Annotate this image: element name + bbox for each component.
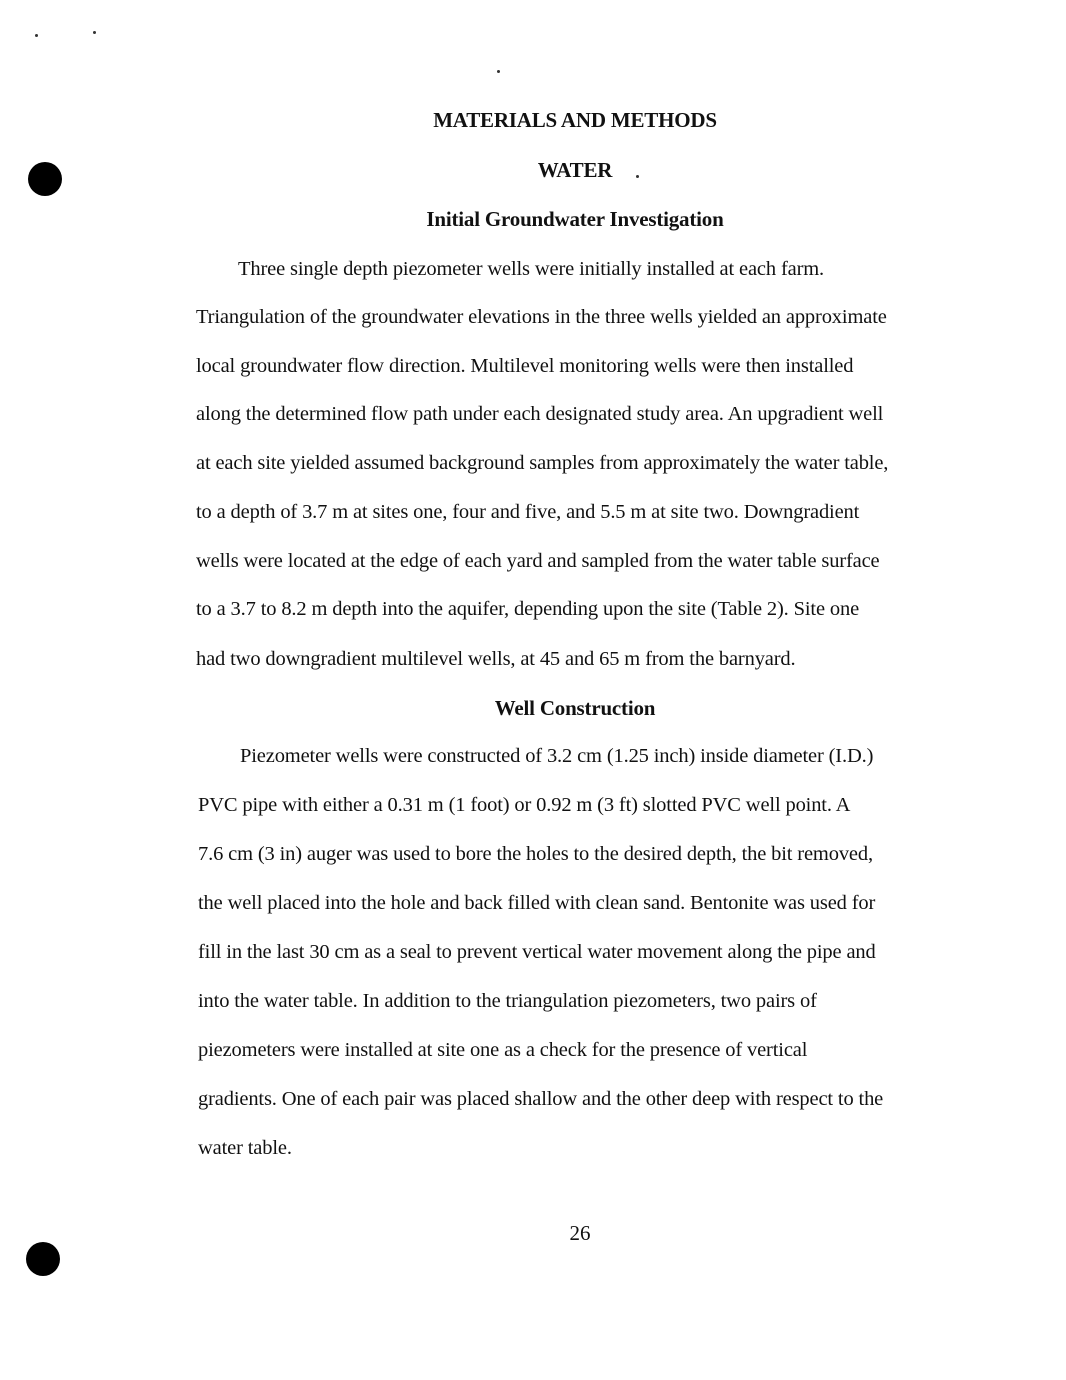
paragraph-line: water table. <box>198 1137 292 1159</box>
paragraph-line: to a 3.7 to 8.2 m depth into the aquifer, depending upon the site (Table 2). Site one <box>196 598 860 620</box>
punch-hole-bottom <box>26 1242 60 1276</box>
paragraph-line: wells were located at the edge of each yard and sampled from the water table surface <box>196 550 880 572</box>
main-heading: MATERIALS AND METHODS <box>433 108 717 132</box>
paragraph-line: at each site yielded assumed background samples from approximately the water table, <box>196 452 889 474</box>
paragraph-line: piezometers were installed at site one as a check for the presence of vertical <box>198 1039 808 1061</box>
scan-speck <box>35 34 38 37</box>
paragraph-line: gradients. One of each pair was placed shallow and the other deep with respect to the <box>198 1088 884 1110</box>
scan-speck <box>93 31 96 34</box>
section-heading: WATER <box>537 158 613 182</box>
paragraph-line: 7.6 cm (3 in) auger was used to bore the holes to the desired depth, the bit removed, <box>198 843 873 865</box>
page-number: 26 <box>569 1221 591 1245</box>
paragraph-line: had two downgradient multilevel wells, at 45 and 65 m from the barnyard. <box>196 648 796 670</box>
subsection-heading-initial-groundwater: Initial Groundwater Investigation <box>426 207 724 231</box>
scan-speck <box>497 70 500 73</box>
paragraph-line: to a depth of 3.7 m at sites one, four and five, and 5.5 m at site two. Downgradient <box>196 501 860 523</box>
paragraph-line: the well placed into the hole and back filled with clean sand. Bentonite was used for <box>198 892 876 914</box>
paragraph-line: into the water table. In addition to the triangulation piezometers, two pairs of <box>198 990 817 1012</box>
paragraph-line: along the determined flow path under each designated study area. An upgradient well <box>196 403 884 425</box>
paragraph-line: fill in the last 30 cm as a seal to prevent vertical water movement along the pipe and <box>198 941 876 963</box>
subsection-heading-well-construction: Well Construction <box>494 696 656 720</box>
paragraph-line: Piezometer wells were constructed of 3.2 cm (1.25 inch) inside diameter (I.D.) <box>240 745 874 767</box>
paragraph-line: local groundwater flow direction. Multilevel monitoring wells were then installed <box>196 355 854 377</box>
paragraph-line: Triangulation of the groundwater elevations in the three wells yielded an approximate <box>196 306 887 328</box>
paragraph-line: Three single depth piezometer wells were initially installed at each farm. <box>238 258 825 280</box>
paragraph-line: PVC pipe with either a 0.31 m (1 foot) or 0.92 m (3 ft) slotted PVC well point. A <box>198 794 851 816</box>
